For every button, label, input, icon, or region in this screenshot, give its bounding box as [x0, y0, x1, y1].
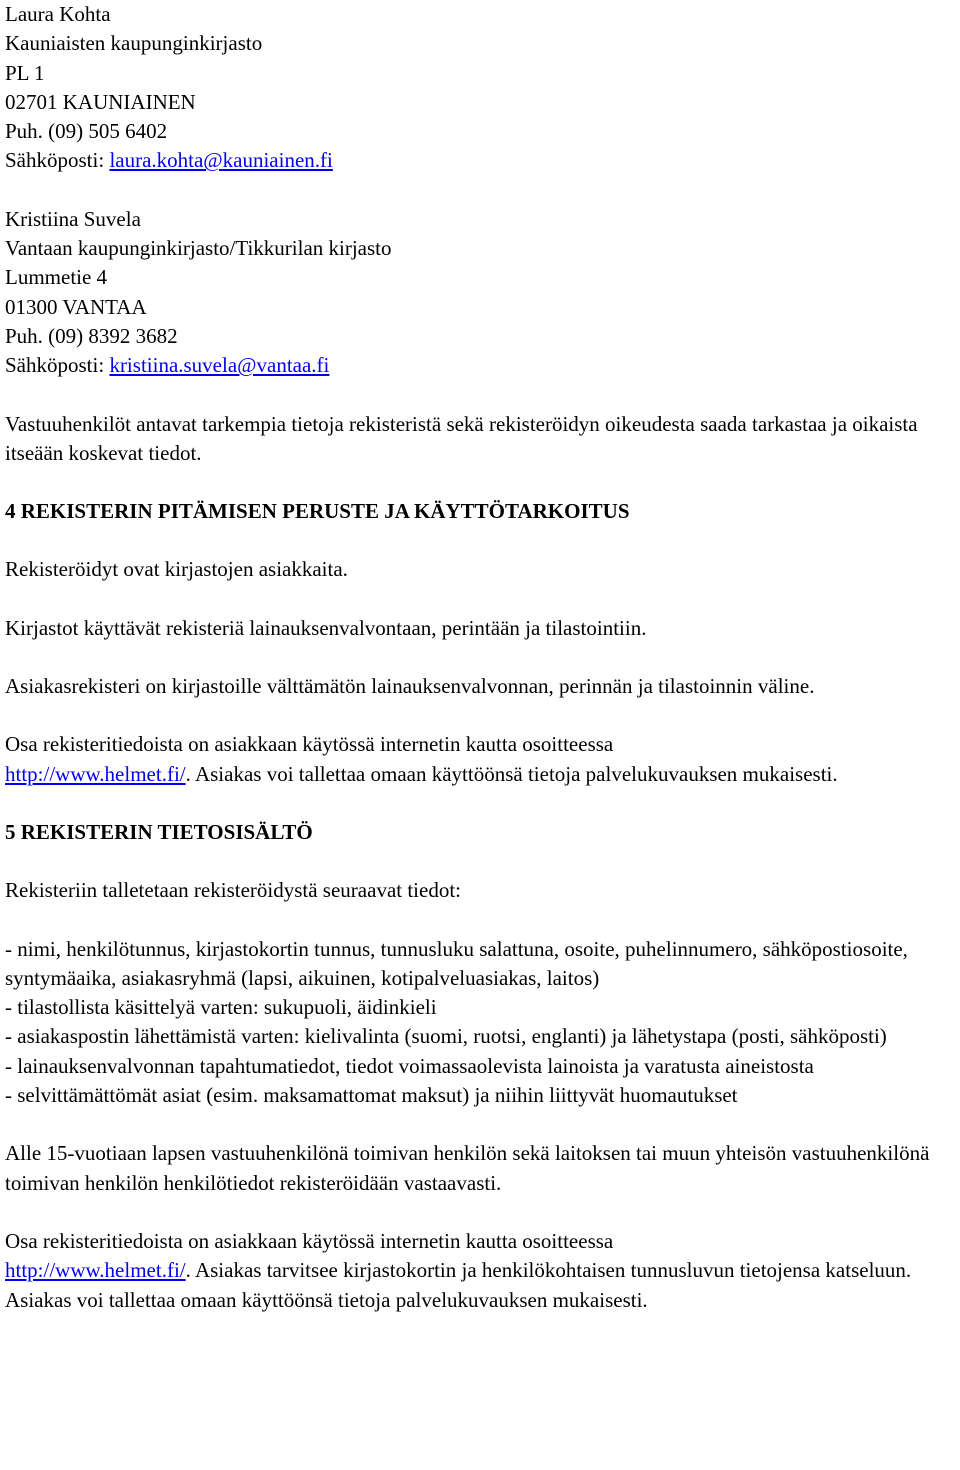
list-item: - lainauksenvalvonnan tapahtumatiedot, tiedot voimassaolevista lainoista ja varatusta aineistosta	[5, 1053, 814, 1078]
email-label: Sähköposti:	[5, 353, 110, 378]
contact-postal-address: 02701 KAUNIAINEN	[5, 89, 196, 114]
helmet-link[interactable]: http://www.helmet.fi/	[5, 761, 186, 786]
helmet-link[interactable]: http://www.helmet.fi/	[5, 1258, 186, 1283]
email-label: Sähköposti:	[5, 148, 110, 173]
data-content-list	[5, 935, 960, 1111]
contact-email-line	[5, 351, 960, 380]
list-item: - asiakaspostin lähettämistä varten: kielivalinta (suomi, ruotsi, englanti) ja lähetystapa (posti, sähköposti)	[5, 1024, 887, 1049]
contact-laura-kohta	[5, 0, 960, 176]
spacer	[5, 468, 960, 497]
list-item: - nimi, henkilötunnus, kirjastokortin tunnus, tunnusluku salattuna, osoite, puhelinnumero, sähköpostiosoite, syntymäaika, asiakasryhmä (lapsi, aikuinen, kotipalveluasiakas, laitos)	[5, 936, 908, 990]
section-4-paragraph-1: Rekisteröidyt ovat kirjastojen asiakkaita.	[5, 557, 348, 582]
contact-kristiina-suvela	[5, 205, 960, 381]
spacer	[5, 1110, 960, 1139]
section-5-intro: Rekisteriin talletetaan rekisteröidystä seuraavat tiedot:	[5, 878, 462, 903]
section-4-paragraph-3: Asiakasrekisteri on kirjastoille välttämätön lainauksenvalvonnan, perinnän ja tilastoinnin väline.	[5, 674, 815, 699]
spacer	[5, 789, 960, 818]
contact-postal-address: 01300 VANTAA	[5, 294, 147, 319]
section-4-paragraph-2: Kirjastot käyttävät rekisteriä lainauksenvalvontaan, perintään ja tilastointiin.	[5, 615, 647, 640]
email-link-laura-kohta[interactable]: laura.kohta@kauniainen.fi	[109, 148, 333, 173]
web-access-text-after: . Asiakas tarvitsee kirjastokortin ja henkilökohtaisen tunnusluvun tietojensa katseluun. Asiakas voi tallettaa omaan käyttöönsä tietoja palvelukuvauksen mukaisesti.	[5, 1258, 912, 1312]
contact-name: Laura Kohta	[5, 2, 111, 26]
section-4-heading: 4 REKISTERIN PITÄMISEN PERUSTE JA KÄYTTÖTARKOITUS	[5, 499, 630, 524]
contact-email-line	[5, 146, 960, 175]
web-access-text-after: . Asiakas voi tallettaa omaan käyttöönsä tietoja palvelukuvauksen mukaisesti.	[185, 761, 838, 786]
web-access-text: Osa rekisteritiedoista on asiakkaan käytössä internetin kautta osoitteessa	[5, 732, 614, 757]
contact-street: Lummetie 4	[5, 265, 108, 290]
email-link-kristiina-suvela[interactable]: kristiina.suvela@vantaa.fi	[109, 353, 330, 378]
section-5-heading: 5 REKISTERIN TIETOSISÄLTÖ	[5, 819, 313, 844]
spacer	[5, 176, 960, 205]
spacer	[5, 643, 960, 672]
contact-phone: Puh. (09) 505 6402	[5, 119, 168, 144]
contact-phone: Puh. (09) 8392 3682	[5, 323, 178, 348]
spacer	[5, 847, 960, 876]
web-access-text: Osa rekisteritiedoista on asiakkaan käytössä internetin kautta osoitteessa	[5, 1228, 614, 1253]
contact-organization: Vantaan kaupunginkirjasto/Tikkurilan kirjasto	[5, 236, 392, 261]
spacer	[5, 526, 960, 555]
spacer	[5, 701, 960, 730]
section-5-web-paragraph	[5, 1227, 960, 1315]
responsibility-paragraph: Vastuuhenkilöt antavat tarkempia tietoja rekisteristä sekä rekisteröidyn oikeudesta saada tarkastaa ja oikaista itseään koskevat tiedot.	[5, 411, 918, 465]
spacer	[5, 906, 960, 935]
spacer	[5, 1198, 960, 1227]
section-4-paragraph-4	[5, 730, 960, 789]
contact-po-box: PL 1	[5, 60, 45, 85]
spacer	[5, 381, 960, 410]
list-item: - tilastollista käsittelyä varten: sukupuoli, äidinkieli	[5, 995, 437, 1020]
contact-organization: Kauniaisten kaupunginkirjasto	[5, 31, 263, 56]
list-item: - selvittämättömät asiat (esim. maksamattomat maksut) ja niihin liittyvät huomautukset	[5, 1083, 738, 1108]
section-5-children-paragraph: Alle 15-vuotiaan lapsen vastuuhenkilönä toimivan henkilön sekä laitoksen tai muun yhteisön vastuuhenkilönä toimivan henkilön henkilötiedot rekisteröidään vastaavasti.	[5, 1141, 930, 1195]
contact-name: Kristiina Suvela	[5, 206, 141, 231]
spacer	[5, 585, 960, 614]
